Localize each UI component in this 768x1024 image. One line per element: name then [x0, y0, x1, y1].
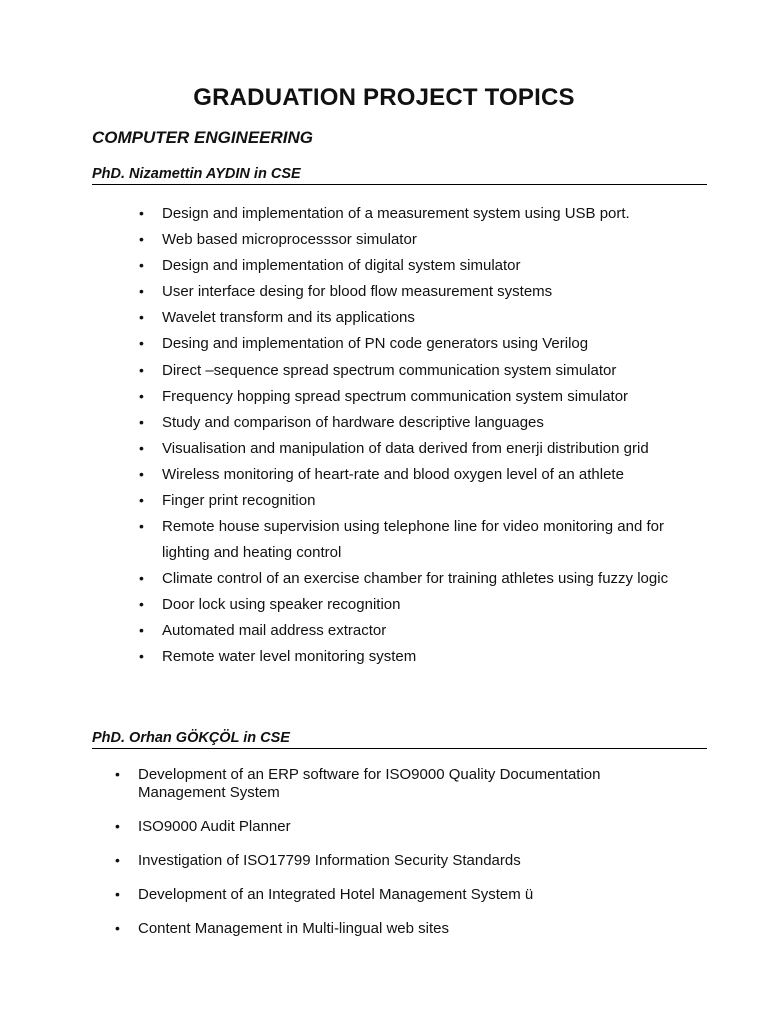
list-item-text: User interface desing for blood flow measurement systems — [162, 283, 553, 301]
list-item-text: Wavelet transform and its applications — [162, 309, 415, 327]
list-item — [139, 592, 679, 618]
bullet-icon: • — [139, 257, 144, 274]
document-title: GRADUATION PROJECT TOPICS — [193, 84, 575, 111]
list-item — [115, 886, 635, 904]
bullet-icon: • — [139, 335, 144, 352]
list-item — [139, 462, 679, 488]
list-item — [139, 436, 679, 462]
list-item-text: ISO9000 Audit Planner — [138, 817, 291, 835]
bullet-icon: • — [139, 648, 144, 664]
bullet-icon: • — [139, 309, 144, 326]
list-item — [139, 384, 679, 410]
list-item-text: Direct –sequence spread spectrum communication system simulator — [162, 361, 617, 379]
list-item-text: Development of an ERP software for ISO9000 Quality Documentation Management System — [138, 766, 601, 801]
bullet-icon: • — [139, 361, 144, 378]
bullet-icon: • — [139, 621, 144, 638]
list-item-text: Development of an Integrated Hotel Management System ü — [138, 885, 534, 903]
list-item-text: Desing and implementation of PN code generators using Verilog — [162, 335, 589, 353]
list-item — [139, 410, 679, 436]
list-item — [139, 566, 679, 592]
list-item-text: Study and comparison of hardware descriptive languages — [162, 413, 544, 431]
bullet-icon: • — [139, 569, 144, 586]
list-item-text: Design and implementation of a measurement system using USB port. — [162, 205, 630, 222]
bullet-icon: • — [139, 387, 144, 404]
list-item — [139, 253, 679, 279]
list-item — [139, 305, 679, 331]
bullet-icon: • — [139, 439, 144, 456]
topic-list-gokcol — [115, 766, 635, 954]
bullet-icon: • — [139, 465, 144, 482]
list-item — [139, 644, 679, 670]
bullet-icon: • — [115, 766, 120, 782]
section-heading-aydin: PhD. Nizamettin AYDIN in CSE — [92, 166, 707, 185]
list-item-text: Investigation of ISO17799 Information Security Standards — [138, 851, 521, 869]
list-item-text: Design and implementation of digital system simulator — [162, 257, 521, 275]
list-item-text: Wireless monitoring of heart-rate and blood oxygen level of an athlete — [162, 465, 624, 483]
list-item-text: Automated mail address extractor — [162, 621, 387, 639]
bullet-icon: • — [139, 283, 144, 300]
list-item — [139, 227, 679, 253]
list-item — [139, 279, 679, 305]
list-item-text: Climate control of an exercise chamber for training athletes using fuzzy logic — [162, 569, 669, 587]
bullet-icon: • — [139, 205, 144, 221]
list-item-text: Frequency hopping spread spectrum communication system simulator — [162, 387, 629, 405]
list-item-text: Content Management in Multi-lingual web sites — [138, 919, 449, 937]
bullet-icon: • — [139, 413, 144, 430]
bullet-icon: • — [115, 885, 120, 902]
bullet-icon: • — [115, 851, 120, 868]
list-item — [115, 920, 635, 938]
section-heading-gokcol: PhD. Orhan GÖKÇÖL in CSE — [92, 730, 707, 749]
list-item-text: Door lock using speaker recognition — [162, 595, 401, 613]
bullet-icon: • — [115, 919, 120, 936]
list-item — [139, 201, 679, 227]
bullet-icon: • — [139, 492, 144, 509]
list-item-text: Finger print recognition — [162, 492, 316, 510]
list-item — [139, 331, 679, 357]
list-item — [115, 766, 635, 801]
list-item — [139, 618, 679, 644]
list-item-text: Visualisation and manipulation of data derived from enerji distribution grid — [162, 439, 649, 457]
department-heading: COMPUTER ENGINEERING — [92, 128, 314, 147]
bullet-icon: • — [139, 595, 144, 612]
bullet-icon: • — [115, 817, 120, 834]
bullet-icon: • — [139, 231, 144, 248]
list-item — [139, 358, 679, 384]
bullet-icon: • — [139, 518, 144, 535]
topic-list-aydin — [139, 201, 679, 670]
list-item — [139, 488, 679, 514]
list-item — [139, 514, 679, 565]
list-item — [115, 852, 635, 870]
list-item-text: Remote water level monitoring system — [162, 648, 417, 665]
list-item-text: Remote house supervision using telephone line for video monitoring and for lighting and heating control — [162, 518, 664, 561]
list-item — [115, 818, 635, 836]
list-item-text: Web based microprocesssor simulator — [162, 231, 417, 249]
